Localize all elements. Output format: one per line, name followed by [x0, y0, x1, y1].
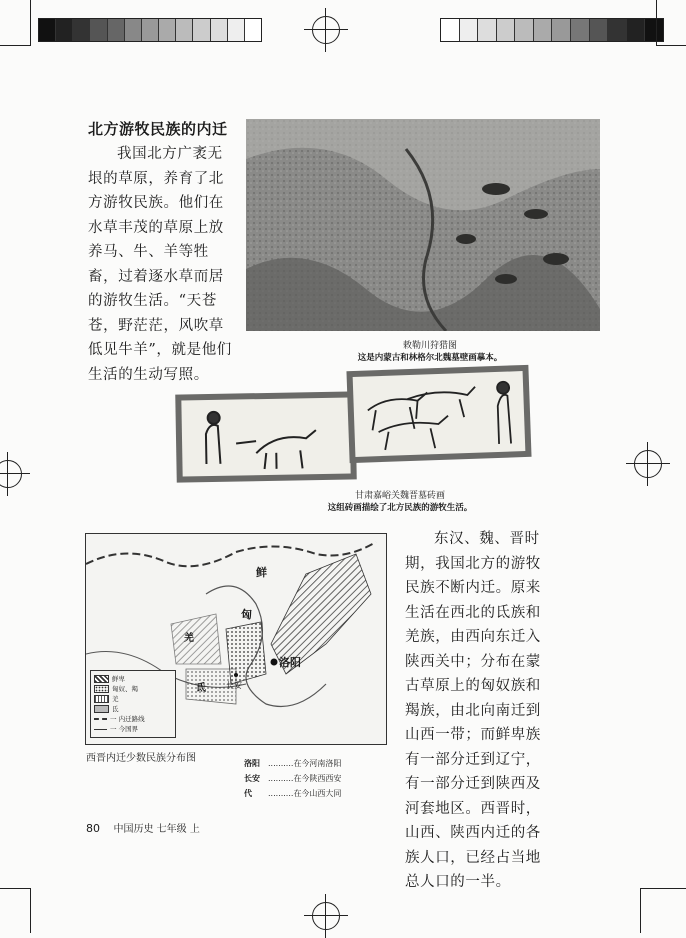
map-label-changan: 长安 [226, 681, 242, 690]
page-footer [86, 820, 200, 835]
glossary-definition: 在今山西大同 [293, 789, 342, 798]
legend-xianbei [94, 674, 172, 684]
legend-swatch [94, 675, 109, 683]
migration-map [85, 533, 387, 745]
border-line [86, 542, 376, 566]
page-number: 80 [86, 822, 100, 835]
legend-label: 氐 [112, 705, 119, 713]
intro-paragraph: 我国北方广袤无垠的草原，养育了北方游牧民族。他们在水草丰茂的草原上放养马、牛、羊等牲畜，过着逐水草而居的游牧生活。“天苍苍，野茫茫，风吹草低见牛羊”，就是他们生活的生动写照。 [88, 146, 232, 383]
legend-label: 一 今国界 [110, 725, 139, 733]
glossary-dots: .......... [268, 789, 294, 798]
glossary-term: 代 [244, 789, 252, 798]
color-bar-left [38, 18, 262, 42]
glossary-dots: .......... [268, 759, 294, 768]
registration-mark-left [0, 452, 30, 496]
crop-mark [640, 888, 686, 889]
legend-label: 羌 [112, 695, 119, 703]
glossary-dots: .......... [268, 774, 294, 783]
mural-photo [246, 119, 600, 331]
glossary-row [244, 771, 341, 786]
crop-mark [30, 888, 31, 933]
legend-swatch [94, 685, 109, 693]
legend-swatch [94, 705, 109, 713]
qiang-region [171, 614, 221, 664]
legend-label: 一 内迁路线 [110, 715, 145, 723]
brick-painting-right [346, 365, 531, 463]
legend-xiongnu [94, 684, 172, 694]
registration-mark-right [626, 442, 670, 486]
figure1-caption-title: 敕勒川狩猎图 [402, 341, 457, 351]
legend-swatch [94, 718, 107, 720]
brick-painting-left [175, 391, 357, 482]
map-legend [90, 670, 176, 738]
legend-swatch [94, 729, 107, 730]
figure2-caption-title: 甘肃嘉峪关魏晋墓砖画 [354, 491, 445, 501]
registration-mark-bottom [304, 894, 348, 938]
changan-marker [234, 673, 238, 677]
crop-mark [0, 45, 30, 46]
legend-swatch [94, 695, 109, 703]
glossary-row [244, 756, 341, 771]
legend-qiang [94, 694, 172, 704]
book-title: 中国历史 七年级 上 [113, 824, 200, 835]
figure1-caption-note: 这是内蒙古和林格尔北魏墓壁画摹本。 [357, 353, 503, 363]
legend-label: 匈奴、羯 [112, 685, 138, 693]
legend-di [94, 704, 172, 714]
body-paragraph: 东汉、魏、晋时期，我国北方的游牧民族不断内迁。原来生活在西北的氐族和羌族，由西向东迁入陕西关中；分布在蒙古草原上的匈奴族和羯族，由北向南迁到山西一带；而鲜卑族有一部分迁到辽宁，有一部分迁到陕西及河套地区。西晋时，山西、陕西内迁的各族人口，已经占当地总人口的一半。 [405, 531, 541, 890]
map-label-di: 氐 [196, 683, 206, 694]
legend-route [94, 714, 172, 724]
legend-label: 鲜卑 [112, 675, 125, 683]
glossary-row [244, 786, 341, 801]
map-label-qiang: 羌 [184, 633, 194, 644]
glossary [244, 756, 341, 801]
crop-mark [656, 45, 686, 46]
glossary-term: 洛阳 [244, 759, 260, 768]
glossary-term: 长安 [244, 774, 260, 783]
color-bar-right [440, 18, 664, 42]
crop-mark [30, 0, 31, 46]
map-label-luoyang: 洛阳 [279, 656, 301, 669]
legend-border [94, 724, 172, 734]
glossary-definition: 在今河南洛阳 [293, 759, 342, 768]
crop-mark [640, 888, 641, 933]
section-title: 北方游牧民族的内迁 [88, 120, 228, 138]
registration-mark-top [304, 8, 348, 52]
crop-mark [0, 888, 30, 889]
crop-mark [656, 0, 657, 46]
map-label-xiongnu: 匈 [241, 608, 252, 621]
figure2-caption-note: 这组砖画描绘了北方民族的游牧生活。 [327, 503, 473, 513]
glossary-definition: 在今陕西西安 [293, 774, 342, 783]
luoyang-marker [271, 659, 278, 666]
map-label-xianbei: 鲜 [256, 566, 267, 579]
map-caption: 西晋内迁少数民族分布图 [86, 753, 196, 764]
